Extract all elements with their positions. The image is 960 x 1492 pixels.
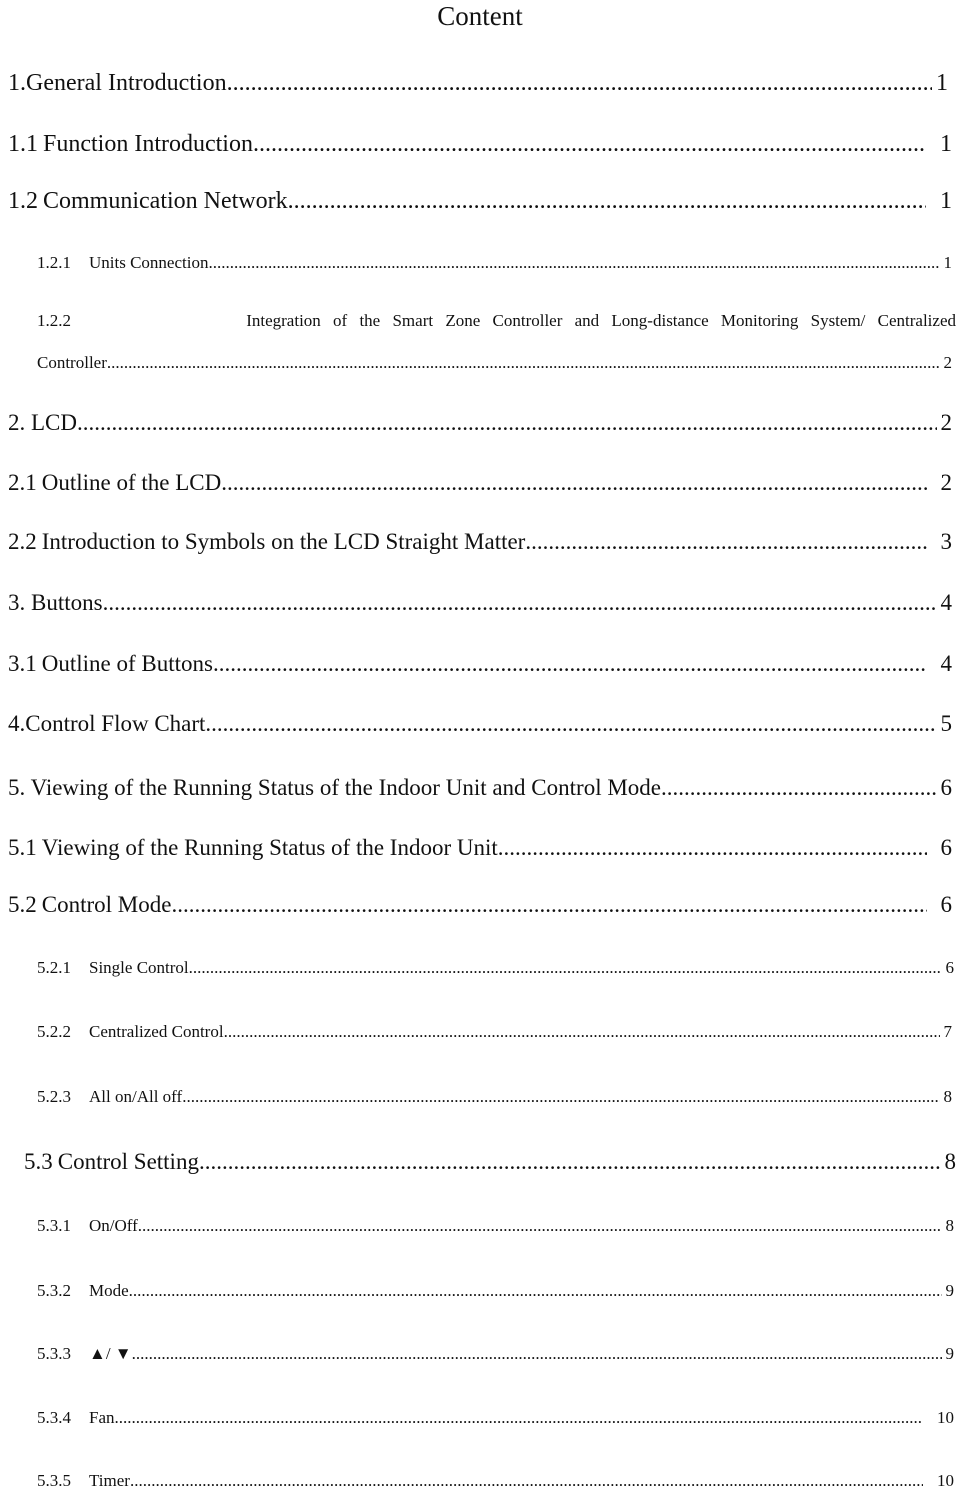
toc-page: 6 — [940, 835, 952, 860]
toc-number: 5.3.4 — [37, 1408, 71, 1427]
toc-entry[interactable] — [37, 1407, 954, 1429]
toc-number: 1.1 — [8, 131, 38, 157]
toc-label: ▲/ ▼ — [89, 1344, 132, 1363]
toc-entry[interactable] — [8, 527, 952, 557]
toc-entry[interactable] — [8, 468, 952, 498]
toc-entry[interactable] — [37, 957, 954, 979]
toc-entry[interactable] — [37, 1470, 954, 1492]
toc-entry[interactable] — [8, 186, 952, 216]
toc-page: 1 — [940, 188, 952, 214]
toc-page: 6 — [940, 775, 952, 800]
toc-page: 8 — [943, 1087, 952, 1106]
toc-label: 4.Control Flow Chart — [8, 711, 206, 736]
toc-entry[interactable] — [37, 1021, 952, 1043]
toc-label: 2. LCD — [8, 410, 77, 435]
toc-page: 10 — [937, 1471, 954, 1490]
toc-page: 4 — [940, 590, 952, 615]
toc-label: All on/All off — [89, 1087, 183, 1106]
toc-label: Function Introduction — [43, 131, 253, 157]
toc-number: 5.3.5 — [37, 1471, 71, 1490]
toc-entry[interactable] — [37, 252, 952, 274]
toc-page: 10 — [937, 1408, 954, 1427]
toc-entry[interactable] — [37, 1086, 952, 1108]
toc-label: Outline of the LCD — [41, 470, 222, 495]
toc-entry[interactable] — [8, 773, 952, 803]
toc-label: Centralized Control — [89, 1022, 224, 1041]
toc-label: 5. Viewing of the Running Status of the Indoor Unit and Control Mode — [8, 775, 661, 800]
toc-page: 1 — [943, 253, 952, 272]
toc-label: Communication Network — [43, 188, 288, 214]
toc-label: Mode — [89, 1281, 129, 1300]
toc-label: Outline of Buttons — [41, 651, 213, 676]
toc-label: Fan — [89, 1408, 115, 1427]
toc-page: 7 — [943, 1022, 952, 1041]
toc-number: 5.3.1 — [37, 1216, 71, 1235]
page-title: Content — [437, 1, 523, 31]
toc-entry-continued[interactable] — [37, 352, 952, 374]
toc-number: 5.3.2 — [37, 1281, 71, 1300]
toc-label: Single Control — [89, 958, 189, 977]
toc-label: Introduction to Symbols on the LCD Straight Matter — [41, 529, 526, 554]
toc-entry[interactable] — [8, 649, 952, 679]
toc-number: 2.1 — [8, 470, 37, 495]
toc-page: 1 — [936, 70, 948, 96]
toc-number: 5.2 — [8, 892, 37, 917]
toc-page: 1 — [940, 131, 952, 157]
toc-label: Control Setting — [57, 1149, 199, 1174]
toc-label: 1.General Introduction — [8, 70, 227, 96]
toc-entry[interactable] — [8, 408, 952, 438]
toc-label: Timer — [89, 1471, 130, 1490]
toc-label: Viewing of the Running Status of the Indoor Unit — [41, 835, 498, 860]
toc-page: 9 — [945, 1344, 954, 1363]
toc-number: 5.2.3 — [37, 1087, 71, 1106]
toc-page: 8 — [945, 1216, 954, 1235]
toc-entry[interactable] — [37, 1215, 954, 1237]
toc-page: 3 — [940, 529, 952, 554]
toc-entry[interactable] — [8, 588, 952, 618]
toc-entry[interactable] — [8, 890, 952, 920]
toc-number: 1.2.2 — [37, 311, 71, 330]
toc-page: 6 — [945, 958, 954, 977]
toc-page: 2 — [943, 353, 952, 372]
toc-label: Control Mode — [41, 892, 172, 917]
toc-number: 5.3.3 — [37, 1344, 71, 1363]
toc-page: 2 — [940, 470, 952, 495]
toc-page: 5 — [940, 711, 952, 736]
toc-number: 5.2.2 — [37, 1022, 71, 1041]
toc-label: 3. Buttons — [8, 590, 103, 615]
toc-page: 4 — [940, 651, 952, 676]
toc-page: 8 — [944, 1149, 956, 1174]
toc-page: 2 — [940, 410, 952, 435]
toc-number: 1.2.1 — [37, 253, 71, 272]
toc-label: Units Connection — [89, 253, 209, 272]
toc-entry[interactable] — [8, 709, 952, 739]
toc-entry[interactable] — [8, 68, 948, 98]
toc-number: 5.3 — [24, 1149, 53, 1174]
toc-entry[interactable] — [37, 1343, 954, 1365]
toc-entry[interactable] — [8, 833, 952, 863]
toc-number: 1.2 — [8, 188, 38, 214]
toc-number: 5.1 — [8, 835, 37, 860]
toc-number: 5.2.1 — [37, 958, 71, 977]
toc-page: 6 — [940, 892, 952, 917]
toc-entry[interactable] — [37, 1280, 954, 1302]
toc-number: 2.2 — [8, 529, 37, 554]
toc-number: 3.1 — [8, 651, 37, 676]
toc-page: 9 — [945, 1281, 954, 1300]
toc-label: On/Off — [89, 1216, 138, 1235]
toc-entry[interactable] — [8, 129, 952, 159]
toc-label: Integration of the Smart Zone Controller and Long-distance Monitoring System/ Centralized — [246, 311, 956, 330]
toc-label-continued: Controller — [37, 353, 107, 372]
toc-entry[interactable] — [24, 1147, 956, 1177]
toc-entry[interactable] — [37, 310, 956, 332]
